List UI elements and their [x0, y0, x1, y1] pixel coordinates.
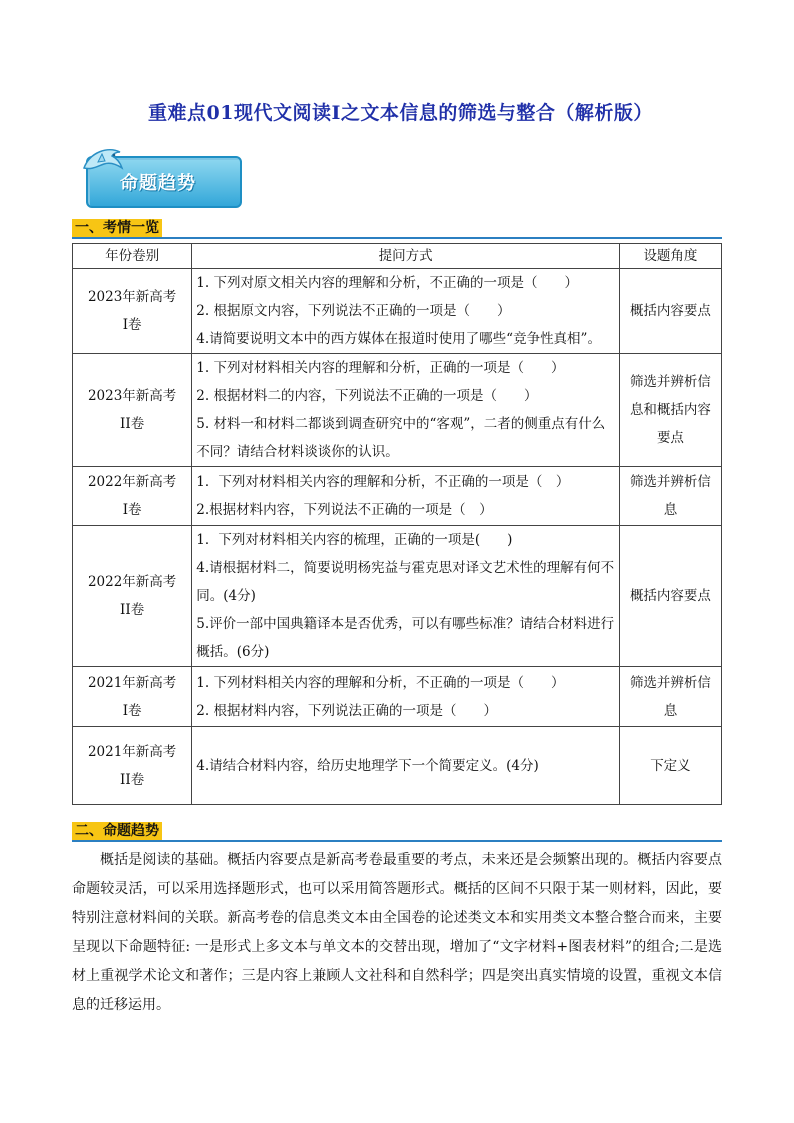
year-cell	[73, 727, 192, 805]
angle-cell: 筛选并辨析信息	[619, 667, 721, 727]
year-cell	[73, 667, 192, 727]
table-row	[73, 727, 722, 805]
angle-cell: 筛选并辨析信息和概括内容要点	[619, 354, 721, 467]
exam-table	[72, 243, 722, 805]
question-cell	[192, 467, 620, 526]
angle-cell: 概括内容要点	[619, 526, 721, 667]
question-item: 1. 下列对原文相关内容的理解和分析，不正确的一项是（ ）	[196, 275, 578, 291]
topic-badge	[80, 142, 240, 208]
year-label: 2023年新高考	[87, 388, 177, 404]
year-cell	[73, 269, 192, 354]
section-underline	[72, 237, 722, 239]
badge-label: 命题趋势	[120, 173, 196, 194]
year-cell	[73, 526, 192, 667]
question-item: 1. 下列材料相关内容的理解和分析，不正确的一项是（ ）	[196, 674, 565, 691]
question-item: 4.请根据材料二，简要说明杨宪益与霍克思对译文艺术性的理解有何不同。(4分)	[196, 560, 615, 604]
angle-cell: 筛选并辨析信息	[619, 467, 721, 526]
question-cell	[192, 727, 620, 805]
question-item: 4.请简要说明文本中的西方媒体在报道时使用了哪些“竞争性真相”。	[196, 331, 601, 347]
section-underline	[72, 840, 722, 842]
year-label: 2022年新高考	[87, 574, 177, 590]
question-item: 4.请结合材料内容，给历史地理学下一个简要定义。(4分)	[196, 757, 539, 774]
paper-label: II卷	[120, 771, 145, 788]
question-item: 1．下列对材料相关内容的梳理，正确的一项是( )	[196, 532, 513, 548]
question-item: 2. 根据材料二的内容，下列说法不正确的一项是（ ）	[196, 388, 538, 404]
question-item: 2. 根据材料内容，下列说法正确的一项是（ ）	[196, 702, 497, 719]
year-label: 2023年新高考	[87, 289, 177, 305]
column-header: 提问方式	[192, 244, 620, 269]
question-item: 1. 下列对材料相关内容的理解和分析，正确的一项是（ ）	[196, 360, 565, 376]
question-cell	[192, 526, 620, 667]
paper-label: I卷	[122, 702, 142, 719]
trend-paragraph: 概括是阅读的基础。概括内容要点是新高考卷最重要的考点，未来还是会频繁出现的。概括内容要点命题较灵活，可以采用选择题形式，也可以采用简答题形式。概括的区间不只限于某一则材料，因此，要特别注意材料间的关联。新高考卷的信息类文本由全国卷的论述类文本和实用类文本整合整合而来，主要呈现以下命题特征: 一是形式上多文本与单文本的交替出现，增加了“文字材料+图表材料”的组合;二是选材上重视学术论文和著作；三是内容上兼顾人文社科和自然科学；四是突出真实情境的设置，重视文本信息的迁移运用。	[72, 852, 722, 1013]
year-label: 2022年新高考	[87, 474, 177, 490]
table-row	[73, 354, 722, 467]
question-item: 1．下列对材料相关内容的理解和分析，不正确的一项是（ ）	[196, 474, 570, 490]
table-row	[73, 467, 722, 526]
paper-label: II卷	[120, 416, 145, 432]
year-label: 2021年新高考	[87, 674, 177, 691]
paper-label: I卷	[122, 317, 142, 333]
table-row	[73, 526, 722, 667]
angle-cell: 概括内容要点	[619, 269, 721, 354]
column-header: 设题角度	[619, 244, 721, 269]
angle-cell: 下定义	[619, 727, 721, 805]
table-header-row	[73, 244, 722, 269]
question-item: 5.评价一部中国典籍译本是否优秀，可以有哪些标准？请结合材料进行概括。(6分)	[196, 616, 615, 660]
paper-label: II卷	[120, 602, 145, 618]
table-row	[73, 269, 722, 354]
section-heading-overview: 一、考情一览	[72, 219, 162, 237]
table-row	[73, 667, 722, 727]
question-item: 2.根据材料内容，下列说法不正确的一项是（ ）	[196, 502, 493, 518]
year-cell	[73, 467, 192, 526]
year-cell	[73, 354, 192, 467]
question-cell	[192, 269, 620, 354]
question-cell	[192, 354, 620, 467]
question-cell	[192, 667, 620, 727]
question-item: 2. 根据原文内容，下列说法不正确的一项是（ ）	[196, 303, 511, 319]
column-header: 年份卷别	[73, 244, 192, 269]
question-item: 5. 材料一和材料二都谈到调查研究中的“客观”，二者的侧重点有什么不同？请结合材料谈谈你的认识。	[196, 416, 606, 460]
year-label: 2021年新高考	[87, 743, 177, 760]
page-title: 重难点01现代文阅读I之文本信息的筛选与整合（解析版）	[148, 102, 653, 124]
paper-label: I卷	[122, 502, 142, 518]
section-heading-trend: 二、命题趋势	[72, 822, 162, 840]
